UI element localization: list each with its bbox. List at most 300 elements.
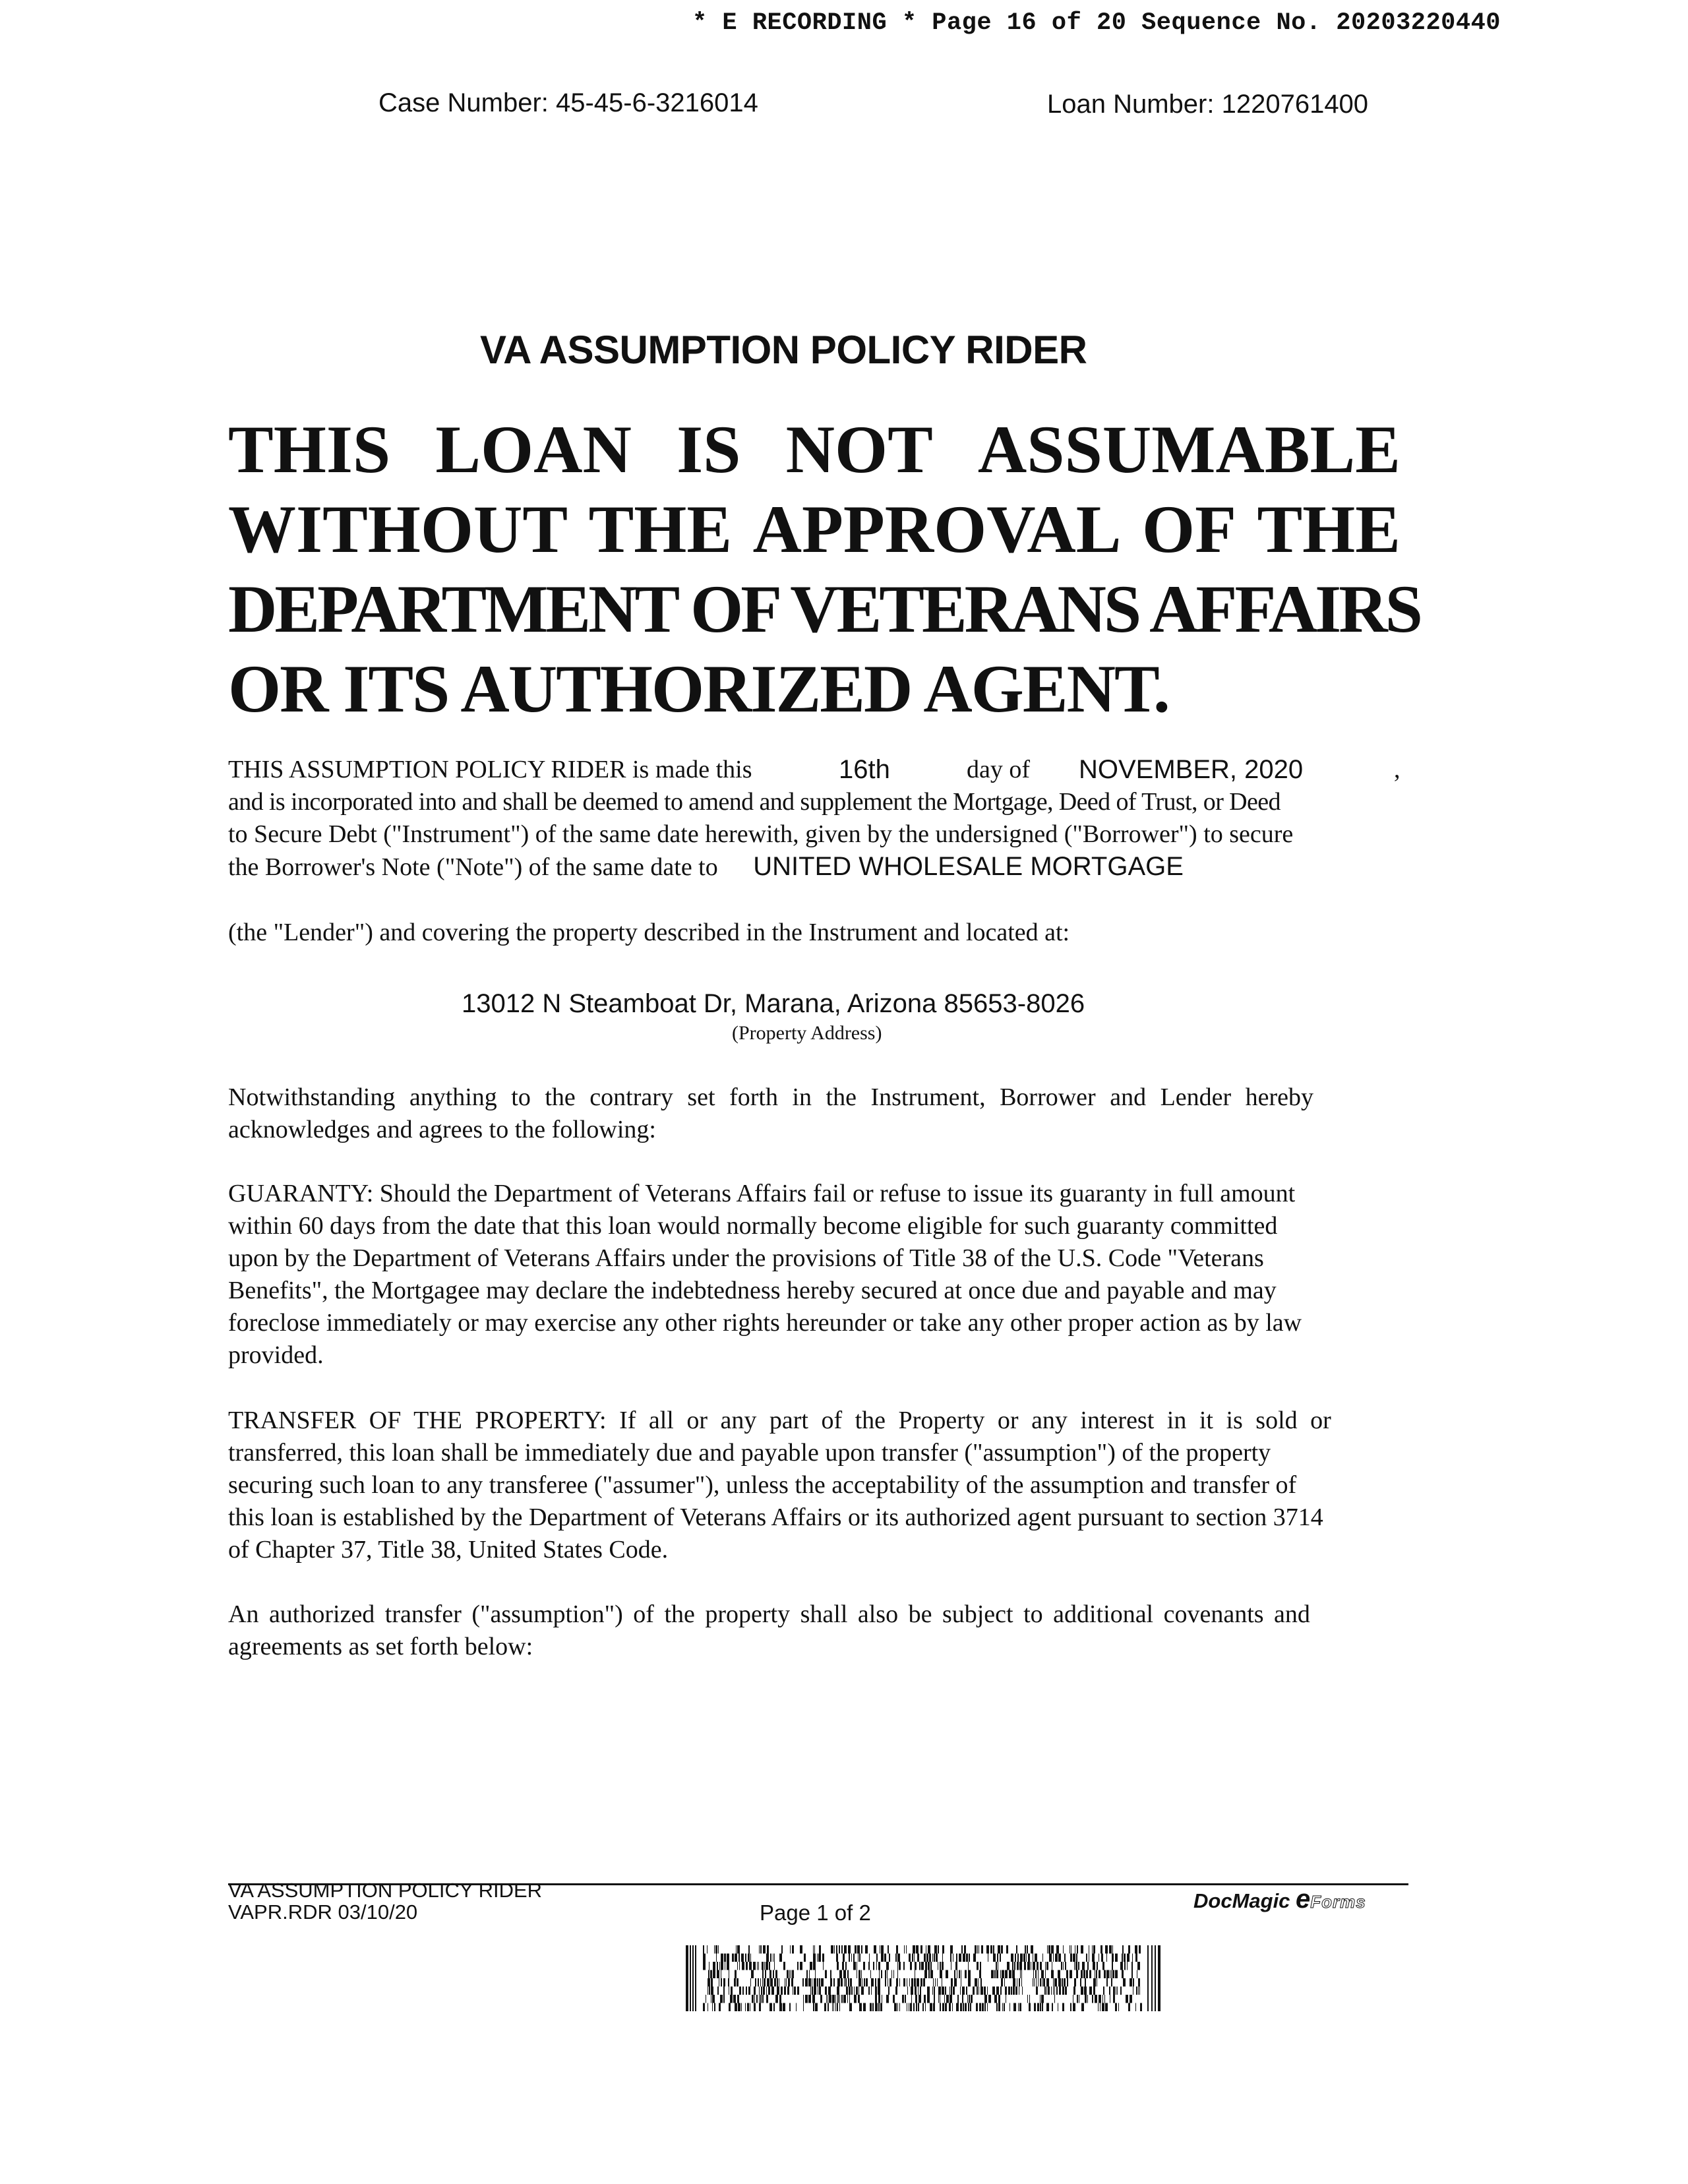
barcode-bar <box>766 1995 768 2003</box>
barcode-bar <box>1065 1962 1066 1970</box>
barcode-bar <box>934 1987 935 1995</box>
barcode-bar <box>928 1962 930 1970</box>
barcode-bar <box>979 1970 981 1979</box>
barcode-bar <box>889 1978 891 1987</box>
barcode-bar <box>789 1970 790 1979</box>
barcode-bar <box>849 1995 850 2003</box>
barcode-bar <box>997 1954 998 1962</box>
barcode-bar <box>973 1954 976 1962</box>
barcode-bar <box>1112 1962 1113 1970</box>
barcode-bar <box>905 1995 906 2003</box>
page-title: VA ASSUMPTION POLICY RIDER <box>480 328 1087 372</box>
barcode-bar <box>1038 1978 1039 1987</box>
barcode-bar <box>967 1995 968 2003</box>
barcode-bar <box>968 1962 969 1970</box>
barcode-bar <box>1027 1962 1030 1970</box>
barcode-bar <box>830 1970 831 1979</box>
barcode-bar <box>878 1978 880 1987</box>
barcode-bar <box>824 2003 826 2012</box>
barcode-bar <box>1023 1954 1025 1962</box>
barcode-bar <box>996 1987 999 1995</box>
barcode-bar <box>986 1945 989 1954</box>
footer-form-name: VA ASSUMPTION POLICY RIDER <box>228 1879 543 1902</box>
barcode-bar <box>1067 1978 1068 1987</box>
barcode-bar <box>1001 1978 1003 1987</box>
barcode-icon <box>686 1945 1160 2011</box>
barcode-bar <box>963 2003 964 2012</box>
barcode-bar <box>1092 1995 1093 2003</box>
barcode-bar <box>1122 1954 1123 1962</box>
warning-word: THE <box>1257 492 1401 567</box>
barcode-bar <box>861 1987 864 1995</box>
barcode-bar <box>932 1954 933 1962</box>
barcode-bar <box>994 1995 997 2003</box>
intro-line-text: to Secure Debt ("Instrument") of the same date herewith, given by the undersigned ("Borrower") to secure <box>228 820 1294 848</box>
barcode-bar <box>1058 1970 1060 1979</box>
barcode-bar <box>990 1945 992 1954</box>
barcode-bar <box>723 1995 725 2003</box>
barcode-bar <box>773 1970 774 1979</box>
barcode-bar <box>965 2003 967 2012</box>
barcode-bar <box>923 1978 925 1987</box>
page-number: Page 1 of 2 <box>760 1900 871 1925</box>
barcode-bar <box>1046 2003 1049 2012</box>
warning-word: THE <box>588 492 733 567</box>
barcode-bar <box>1112 1954 1114 1962</box>
barcode-bar <box>775 1970 777 1979</box>
barcode-bar <box>707 1945 708 1954</box>
barcode-bar <box>752 1995 754 2003</box>
barcode-bar <box>751 1970 754 1979</box>
barcode-bar <box>1102 2003 1104 2012</box>
barcode-bar <box>1036 1978 1037 1987</box>
barcode-bar <box>888 1987 889 1995</box>
barcode-bar <box>961 1945 963 1954</box>
barcode-bar <box>965 1970 967 1979</box>
barcode-bar <box>969 1995 970 2003</box>
barcode-bar <box>779 2003 782 2012</box>
barcode-bar <box>1058 1954 1061 1962</box>
barcode-bar <box>1115 1970 1118 1979</box>
barcode-bar <box>792 1970 794 1979</box>
barcode-bar <box>870 2003 872 2012</box>
barcode-bar <box>878 1962 880 1970</box>
barcode-bar <box>1013 1987 1015 1995</box>
barcode-bar <box>895 1987 897 1995</box>
barcode-bar <box>1131 1970 1133 1979</box>
barcode-bar <box>936 1954 938 1962</box>
barcode-bar <box>1095 1995 1097 2003</box>
barcode-bar <box>940 2003 941 2012</box>
barcode-bar <box>1025 1945 1026 1954</box>
barcode-bar <box>1044 1987 1046 1995</box>
barcode-bar <box>1016 1945 1017 1954</box>
warning-word: THIS <box>228 412 391 487</box>
barcode-bar <box>942 1987 944 1995</box>
paragraph-line: provided. <box>228 1341 324 1369</box>
barcode-bar <box>803 1995 804 2003</box>
barcode-bar <box>1106 1954 1107 1962</box>
barcode-bar <box>748 1954 750 1962</box>
barcode-bar <box>770 1978 773 1987</box>
barcode-bar <box>817 1978 818 1987</box>
barcode-bar <box>1076 1970 1078 1979</box>
barcode-bar <box>1035 1954 1037 1962</box>
barcode-bar <box>937 1978 938 1987</box>
barcode-bar <box>1015 1987 1017 1995</box>
barcode-bar <box>818 1954 821 1962</box>
barcode-bar <box>897 1970 898 1979</box>
barcode-bar <box>791 1978 793 1987</box>
barcode-bar <box>950 1945 953 1954</box>
warning-word: OF <box>1141 492 1236 567</box>
barcode-bar <box>913 1945 915 1954</box>
barcode-bar <box>804 1954 806 1962</box>
barcode-bar <box>889 1954 890 1962</box>
barcode-bar <box>915 1987 917 1995</box>
barcode-bar <box>820 1995 822 2003</box>
barcode-bar <box>927 1987 930 1995</box>
barcode-bar <box>1120 1962 1123 1970</box>
barcode-bar <box>878 2003 880 2012</box>
barcode-bar <box>1051 1970 1054 1979</box>
intro-line-4 <box>228 851 1408 883</box>
barcode-bar <box>1124 1954 1126 1962</box>
barcode-bar <box>748 1987 750 1995</box>
barcode-bar <box>1112 1945 1113 1954</box>
intro-paragraph <box>228 754 1408 883</box>
barcode-bar <box>703 2003 705 2012</box>
barcode-bar <box>1011 1954 1013 1962</box>
barcode-bar <box>872 2003 874 2012</box>
barcode-bar <box>1093 1945 1095 1954</box>
barcode-bar <box>910 1962 912 1970</box>
barcode-bar <box>875 1978 876 1987</box>
barcode-bar <box>769 1970 771 1979</box>
barcode-bar <box>849 1954 850 1962</box>
authorized-paragraph <box>228 1598 1408 1663</box>
barcode-bar <box>717 1987 719 1995</box>
barcode-bar <box>843 1970 846 1979</box>
barcode-bar <box>952 2003 953 2012</box>
barcode-bar <box>831 1945 833 1954</box>
barcode-bar <box>996 2003 998 2012</box>
barcode-bar <box>1106 1970 1109 1979</box>
barcode-bar <box>984 1987 986 1995</box>
barcode-bar <box>871 1987 872 1995</box>
barcode-bar <box>1087 1962 1089 1970</box>
barcode-bar <box>1019 1978 1020 1987</box>
barcode-bar <box>832 1995 835 2003</box>
barcode-bar <box>1115 1954 1118 1962</box>
barcode-bar <box>821 1978 824 1987</box>
barcode-bar <box>987 2003 988 2012</box>
barcode-bar <box>753 1962 756 1970</box>
barcode-bar <box>834 1945 835 1954</box>
barcode-bar <box>973 1987 975 1995</box>
barcode-bar <box>712 1995 715 2003</box>
barcode-bar <box>1059 1987 1061 1995</box>
barcode-bar <box>960 2003 962 2012</box>
barcode-bar <box>1093 1987 1095 1995</box>
barcode-bar <box>843 1995 846 2003</box>
barcode-bar <box>904 1945 905 1954</box>
property-address: 13012 N Steamboat Dr, Marana, Arizona 85653-8026 <box>462 989 1085 1018</box>
barcode-bar <box>856 1987 858 1995</box>
barcode-bar <box>954 1978 957 1987</box>
barcode-bar <box>837 1962 839 1970</box>
barcode-bar <box>732 1954 734 1962</box>
barcode-bar <box>810 1962 812 1970</box>
recording-stamp: * E RECORDING * Page 16 of 20 Sequence No. 20203220440 <box>692 9 1501 37</box>
barcode-bar <box>742 1987 744 1995</box>
barcode-bar <box>713 1962 715 1970</box>
barcode-bar <box>746 1987 747 1995</box>
barcode-bar <box>829 1995 831 2003</box>
barcode-bar <box>750 1954 751 1962</box>
barcode-bar <box>1099 1970 1100 1979</box>
barcode-bar <box>762 1995 764 2003</box>
barcode-bar <box>897 1954 900 1962</box>
barcode-bar <box>914 1954 915 1962</box>
barcode-bar <box>814 1978 816 1987</box>
barcode-bar <box>775 1995 778 2003</box>
barcode-bar <box>911 1978 913 1987</box>
barcode-bar <box>1017 1954 1019 1962</box>
warning-word: IS <box>677 412 741 487</box>
barcode-bar <box>777 1978 778 1987</box>
barcode-bar <box>865 1945 868 1954</box>
barcode-bar <box>719 1962 720 1970</box>
barcode-bar <box>843 1954 845 1962</box>
barcode-bar <box>902 1995 904 2003</box>
barcode-bar <box>906 1945 907 1954</box>
barcode-bar <box>808 1978 811 1987</box>
barcode-bar <box>783 2003 785 2012</box>
barcode-bar <box>846 1987 848 1995</box>
barcode-bar <box>746 1962 748 1970</box>
barcode-bar <box>839 1995 840 2003</box>
barcode-bar <box>916 2003 917 2012</box>
barcode-bar <box>1013 1978 1015 1987</box>
barcode-bar <box>767 1978 769 1987</box>
barcode-bar <box>708 1978 710 1987</box>
barcode-bar <box>1128 2003 1130 2012</box>
warning-word: ASSUMABLE <box>977 412 1401 487</box>
barcode-bar <box>963 1954 965 1962</box>
warning-word: NOT <box>785 412 933 487</box>
barcode-bar <box>880 2003 882 2012</box>
barcode-bar <box>781 1945 783 1954</box>
notwithstanding-paragraph <box>228 1081 1408 1146</box>
barcode-bar <box>1053 1978 1054 1987</box>
barcode-bar <box>1111 1978 1112 1987</box>
barcode-bar <box>1082 1962 1085 1970</box>
barcode-bar <box>1100 1945 1102 1954</box>
barcode-bar <box>721 1962 723 1970</box>
barcode-bar <box>755 1978 756 1987</box>
guaranty-paragraph <box>228 1178 1408 1372</box>
barcode-bar <box>789 2003 791 2012</box>
barcode-bar <box>1070 1970 1072 1979</box>
barcode-bar <box>810 1987 811 1995</box>
barcode-bar <box>876 1962 877 1970</box>
footer-form-code: VAPR.RDR 03/10/20 <box>228 1900 418 1924</box>
barcode-bar <box>977 1987 978 1995</box>
warning-word: LOAN <box>435 412 632 487</box>
barcode-bar <box>800 1945 802 1954</box>
barcode-bar <box>759 1945 760 1954</box>
barcode-bar <box>1051 1987 1052 1995</box>
barcode-bar <box>924 1970 927 1979</box>
barcode-bar <box>1092 1954 1095 1962</box>
barcode-bar <box>848 1945 851 1954</box>
paragraph-line: this loan is established by the Department of Veterans Affairs or its authorized agent pursuant to section 3714 <box>228 1503 1323 1531</box>
barcode-bar <box>1048 1945 1050 1954</box>
barcode-bar <box>1040 1962 1042 1970</box>
barcode-bar <box>813 1962 816 1970</box>
barcode-bar <box>839 1970 842 1979</box>
barcode-bar <box>864 1978 865 1987</box>
barcode-bar <box>1037 2003 1039 2012</box>
barcode-bar <box>897 2003 898 2012</box>
barcode-bar <box>1048 1987 1050 1995</box>
barcode-bar <box>763 1987 765 1995</box>
barcode-bar <box>1041 1995 1044 2003</box>
barcode-bar <box>853 1954 855 1962</box>
barcode-bar <box>812 1995 815 2003</box>
warning-word: APPROVAL <box>752 492 1122 567</box>
barcode-bar <box>922 2003 924 2012</box>
barcode-bar <box>759 1995 760 2003</box>
barcode-bar <box>911 1987 913 1995</box>
barcode-bar <box>806 1970 808 1979</box>
barcode-bar <box>766 1962 768 1970</box>
barcode-bar <box>735 1970 737 1979</box>
barcode-bar <box>769 2003 772 2012</box>
barcode-bar <box>1061 1962 1062 1970</box>
barcode-bar <box>1058 1978 1061 1987</box>
barcode-bar <box>773 2003 775 2012</box>
barcode-bar <box>1027 1995 1028 2003</box>
barcode-bar <box>859 1970 860 1979</box>
barcode-bar <box>1132 1954 1133 1962</box>
barcode-bar <box>1038 1970 1039 1979</box>
barcode-bar <box>741 1954 744 1962</box>
barcode-bar <box>938 1987 941 1995</box>
barcode-bar <box>1029 1995 1030 2003</box>
barcode-bar <box>839 1945 840 1954</box>
barcode-bar <box>809 1970 810 1979</box>
barcode-bar <box>1122 1945 1124 1954</box>
barcode-bar <box>828 1987 831 1995</box>
barcode-bar <box>1000 1954 1001 1962</box>
barcode-bar <box>942 1945 944 1954</box>
barcode-bar <box>1066 1970 1068 1979</box>
barcode-bar <box>745 1954 746 1962</box>
barcode-bar <box>695 1945 696 2011</box>
barcode-bar <box>896 1945 898 1954</box>
barcode-bar <box>914 1978 916 1987</box>
barcode-bar <box>954 1970 955 1979</box>
barcode-bar <box>875 1995 877 2003</box>
barcode-bar <box>819 1945 821 1954</box>
barcode-bar <box>925 2003 926 2012</box>
barcode-bar <box>724 1954 726 1962</box>
barcode-bar <box>888 1945 889 1954</box>
barcode-bar <box>887 1970 888 1979</box>
barcode-bar <box>978 1978 979 1987</box>
barcode-bar <box>1000 1970 1001 1979</box>
barcode-bar <box>847 1995 848 2003</box>
barcode-bar <box>1033 1962 1035 1970</box>
barcode-bar <box>805 1978 808 1987</box>
barcode-bar <box>1045 1970 1046 1979</box>
barcode-bar <box>926 1954 928 1962</box>
barcode-bar <box>1024 1962 1026 1970</box>
barcode-bar <box>1004 2003 1005 2012</box>
paragraph-line: An authorized transfer ("assumption") of the property shall also be subject to additional covenants and <box>228 1600 1310 1628</box>
barcode-bar <box>1012 1970 1015 1979</box>
barcode-bar <box>918 2003 919 2012</box>
barcode-bar <box>803 2003 804 2012</box>
barcode-bar <box>1028 1954 1030 1962</box>
barcode-bar <box>903 1978 905 1987</box>
barcode-bar <box>946 1970 948 1979</box>
barcode-bar <box>1006 1945 1008 1954</box>
barcode-bar <box>714 2003 715 2012</box>
barcode-bar <box>1026 1954 1027 1962</box>
barcode-bar <box>836 1954 838 1962</box>
barcode-bar <box>720 1995 723 2003</box>
barcode-bar <box>760 1945 762 1954</box>
barcode-bar <box>717 1970 719 1979</box>
barcode-bar <box>711 1987 713 1995</box>
barcode-bar <box>692 1945 694 2011</box>
barcode-bar <box>934 1954 935 1962</box>
barcode-bar <box>909 1978 910 1987</box>
barcode-bar <box>802 1978 804 1987</box>
barcode-bar <box>1056 1945 1059 1954</box>
barcode-bar <box>849 1987 851 1995</box>
barcode-bar <box>875 1987 877 1995</box>
transfer-paragraph <box>228 1405 1408 1566</box>
barcode-bar <box>849 2003 852 2012</box>
barcode-bar <box>1085 1995 1087 2003</box>
barcode-bar <box>859 2003 862 2012</box>
barcode-bar <box>945 1987 946 1995</box>
barcode-bar <box>1101 1954 1103 1962</box>
barcode-bar <box>715 1945 717 1954</box>
barcode-bar <box>777 1987 779 1995</box>
barcode-bar <box>930 2003 932 2012</box>
barcode-bar <box>769 1962 770 1970</box>
barcode-bar <box>1054 1987 1055 1995</box>
barcode-bar <box>728 1978 729 1987</box>
barcode-bar <box>1074 1978 1076 1987</box>
barcode-bar <box>841 1995 843 2003</box>
barcode-bar <box>897 1962 898 1970</box>
barcode-bar <box>828 2003 829 2012</box>
barcode-bar <box>980 1978 982 1987</box>
barcode-bar <box>1052 2003 1053 2012</box>
barcode-bar <box>686 1945 688 2011</box>
barcode-bar <box>918 1987 919 1995</box>
barcode-bar <box>982 2003 984 2012</box>
barcode-bar <box>786 1978 787 1987</box>
barcode-bar <box>833 1978 835 1987</box>
barcode-bar <box>1102 1995 1103 2003</box>
